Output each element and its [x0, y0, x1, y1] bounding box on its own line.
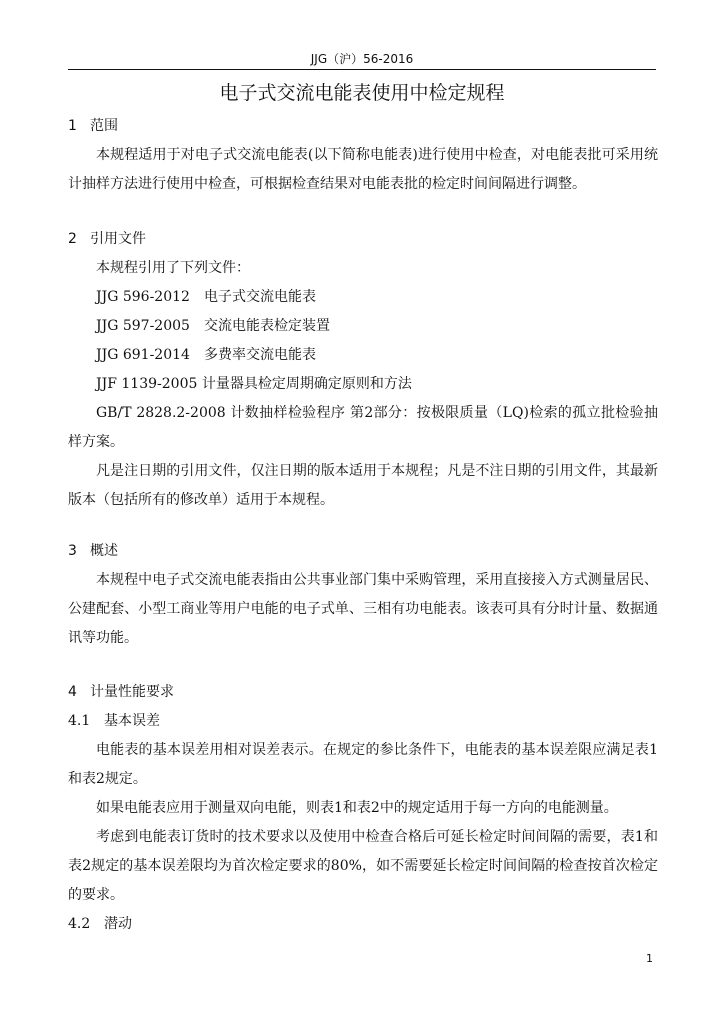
subsection-number: 4.2: [68, 916, 91, 932]
section-2-heading: [68, 225, 658, 254]
section-4-paragraph-3: 考虑到电能表订货时的技术要求以及使用中检查合格后可延长检定时间间隔的需要，表1和表2规定的基本误差限均为首次检定要求的80%，如不需要延长检定时间间隔的检查按首次检定的要求。: [68, 829, 658, 903]
subsection-4-2-heading: [68, 910, 658, 939]
reference-item: JJG 597-2005 交流电能表检定装置: [96, 318, 330, 334]
section-1-heading: [68, 112, 658, 141]
reference-item: JJG 691-2014 多费率交流电能表: [96, 347, 316, 363]
section-title: 范围: [90, 118, 118, 134]
header-rule: [68, 69, 656, 70]
section-title: 计量性能要求: [90, 684, 174, 700]
section-title: 引用文件: [90, 231, 146, 247]
section-4-heading: [68, 678, 658, 707]
section-4-paragraph-2: 如果电能表应用于测量双向电能，则表1和表2中的规定适用于每一方向的电能测量。: [96, 800, 618, 816]
section-number: 3: [68, 543, 77, 559]
section-2: [68, 225, 658, 515]
subsection-4-1-heading: [68, 707, 658, 736]
section-3-heading: [68, 537, 658, 566]
reference-item: JJF 1139-2005 计量器具检定周期确定原则和方法: [96, 376, 412, 392]
section-1: [68, 112, 658, 199]
section-number: 2: [68, 231, 77, 247]
subsection-number: 4.1: [68, 713, 91, 729]
section-4-paragraph-1: 电能表的基本误差用相对误差表示。在规定的参比条件下，电能表的基本误差限应满足表1和表2规定。: [68, 742, 658, 787]
section-3-paragraph: 本规程中电子式交流电能表指由公共事业部门集中采购管理，采用直接接入方式测量居民、公建配套、小型工商业等用户电能的电子式单、三相有功电能表。该表可具有分时计量、数据通讯等功能。: [68, 572, 658, 646]
reference-item: GB/T 2828.2-2008 计数抽样检验程序 第2部分：按极限质量（LQ)检索的孤立批检验抽样方案。: [68, 405, 658, 450]
section-title: 概述: [90, 543, 118, 559]
section-4: [68, 678, 658, 939]
section-3: [68, 537, 658, 653]
section-2-note: 凡是注日期的引用文件，仅注日期的版本适用于本规程；凡是不注日期的引用文件，其最新版本（包括所有的修改单）适用于本规程。: [68, 463, 658, 508]
subsection-title: 基本误差: [104, 713, 160, 729]
subsection-title: 潜动: [104, 916, 132, 932]
document-title: 电子式交流电能表使用中检定规程: [219, 82, 505, 104]
section-number: 1: [68, 118, 77, 134]
document-code: JJG（沪）56-2016: [310, 52, 414, 66]
page-number: 1: [646, 952, 653, 965]
section-number: 4: [68, 684, 77, 700]
section-2-intro: 本规程引用了下列文件：: [96, 260, 250, 276]
section-1-paragraph: 本规程适用于对电子式交流电能表(以下简称电能表)进行使用中检查，对电能表批可采用统计抽样方法进行使用中检查，可根据检查结果对电能表批的检定时间间隔进行调整。: [68, 147, 658, 192]
reference-item: JJG 596-2012 电子式交流电能表: [96, 289, 316, 305]
